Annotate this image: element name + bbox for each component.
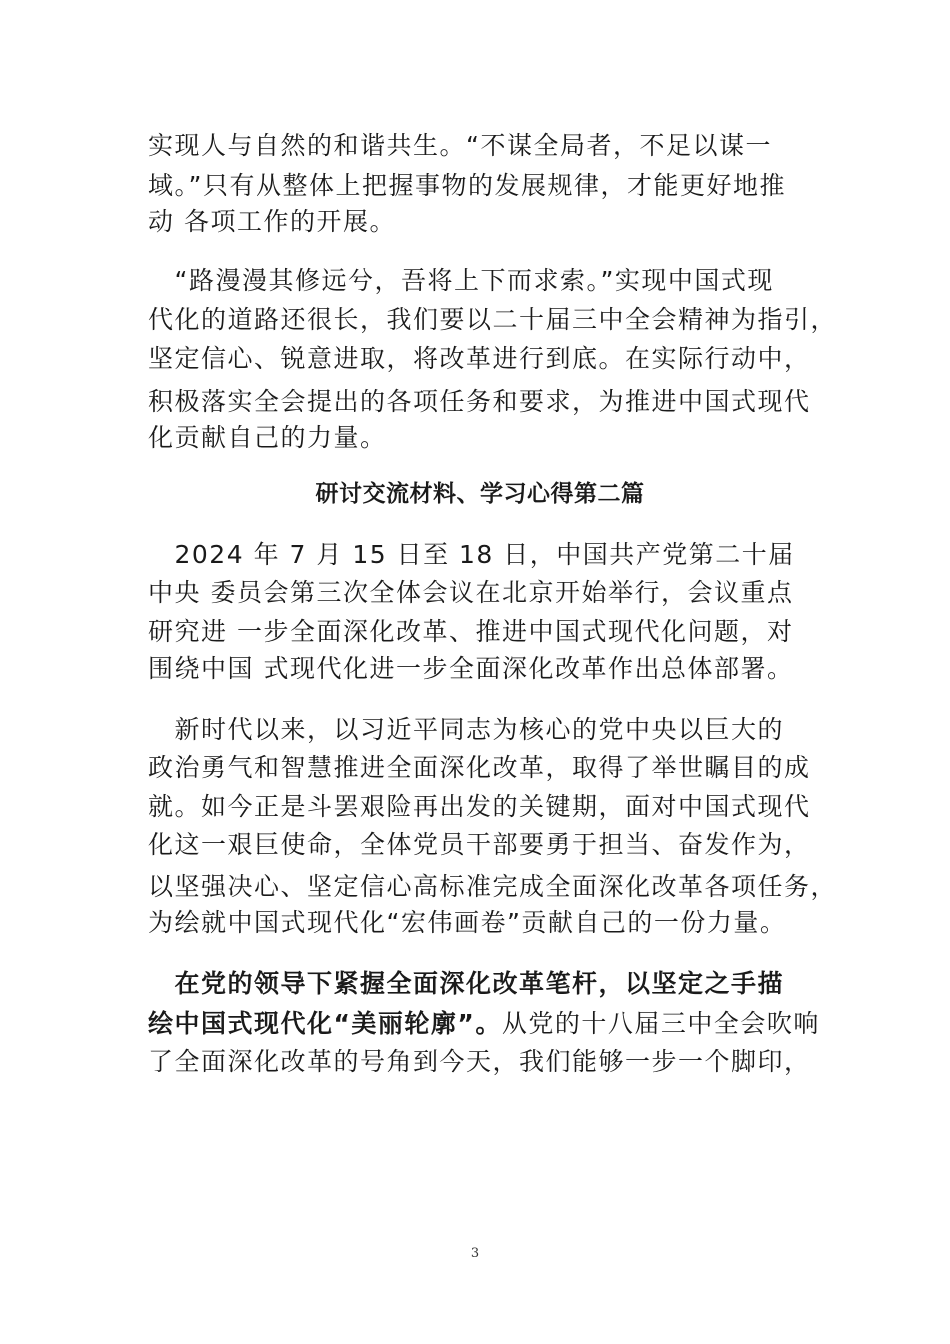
paragraph-2-line-4: 积极落实全会提出的各项任务和要求，为推进中国式现代 xyxy=(148,387,811,416)
paragraph-2-line-1: “路漫漫其修远兮，吾将上下而求索。”实现中国式现 xyxy=(148,266,774,295)
paragraph-4-line-2: 政治勇气和智慧推进全面深化改革，取得了举世瞩目的成 xyxy=(148,753,811,782)
paragraph-3-line-3: 研究进 一步全面深化改革、推进中国式现代化问题，对 xyxy=(148,617,794,646)
paragraph-2-line-3: 坚定信心、锐意进取，将改革进行到底。在实际行动中， xyxy=(148,344,811,373)
paragraph-1-line-3: 动 各项工作的开展。 xyxy=(148,207,396,236)
paragraph-5-bold-continuation: 绘中国式现代化“美丽轮廓”。 xyxy=(148,1009,502,1038)
paragraph-2-line-2: 代化的道路还很长，我们要以二十届三中全会精神为指引， xyxy=(148,305,838,334)
paragraph-5-line-1 xyxy=(148,966,818,1002)
paragraph-4-line-6: 为绘就中国式现代化“宏伟画卷”贡献自己的一份力量。 xyxy=(148,908,787,937)
paragraph-1-line-2: 域。”只有从整体上把握事物的发展规律，才能更好地推 xyxy=(148,171,786,200)
paragraph-2-line-5: 化贡献自己的力量。 xyxy=(148,423,387,452)
paragraph-5-bold-text: 在党的领导下紧握全面深化改革笔杆，以坚定之手描 xyxy=(148,969,785,998)
paragraph-5-line-3: 了全面深化改革的号角到今天，我们能够一步一个脚印， xyxy=(148,1047,811,1076)
paragraph-1-line-1: 实现人与自然的和谐共生。“不谋全局者，不足以谋一 xyxy=(148,131,772,160)
paragraph-5-line-2 xyxy=(148,1006,818,1042)
paragraph-3-line-2: 中央 委员会第三次全体会议在北京开始举行，会议重点 xyxy=(148,578,794,607)
paragraph-4-line-4: 化这一艰巨使命，全体党员干部要勇于担当、奋发作为， xyxy=(148,830,811,859)
section-heading: 研讨交流材料、学习心得第二篇 xyxy=(315,481,645,507)
page-number: 3 xyxy=(470,1246,480,1261)
paragraph-4-line-1: 新时代以来，以习近平同志为核心的党中央以巨大的 xyxy=(148,715,785,744)
paragraph-3-line-4: 围绕中国 式现代化进一步全面深化改革作出总体部署。 xyxy=(148,654,794,683)
paragraph-3-line-1: 2024 年 7 月 15 日至 18 日，中国共产党第二十届 xyxy=(148,540,795,569)
paragraph-5-line-2-text: 从党的十八届三中全会吹响 xyxy=(501,1009,820,1038)
paragraph-4-line-5: 以坚强决心、坚定信心高标准完成全面深化改革各项任务， xyxy=(148,872,838,901)
paragraph-4-line-3: 就。如今正是斗罢艰险再出发的关键期，面对中国式现代 xyxy=(148,792,811,821)
